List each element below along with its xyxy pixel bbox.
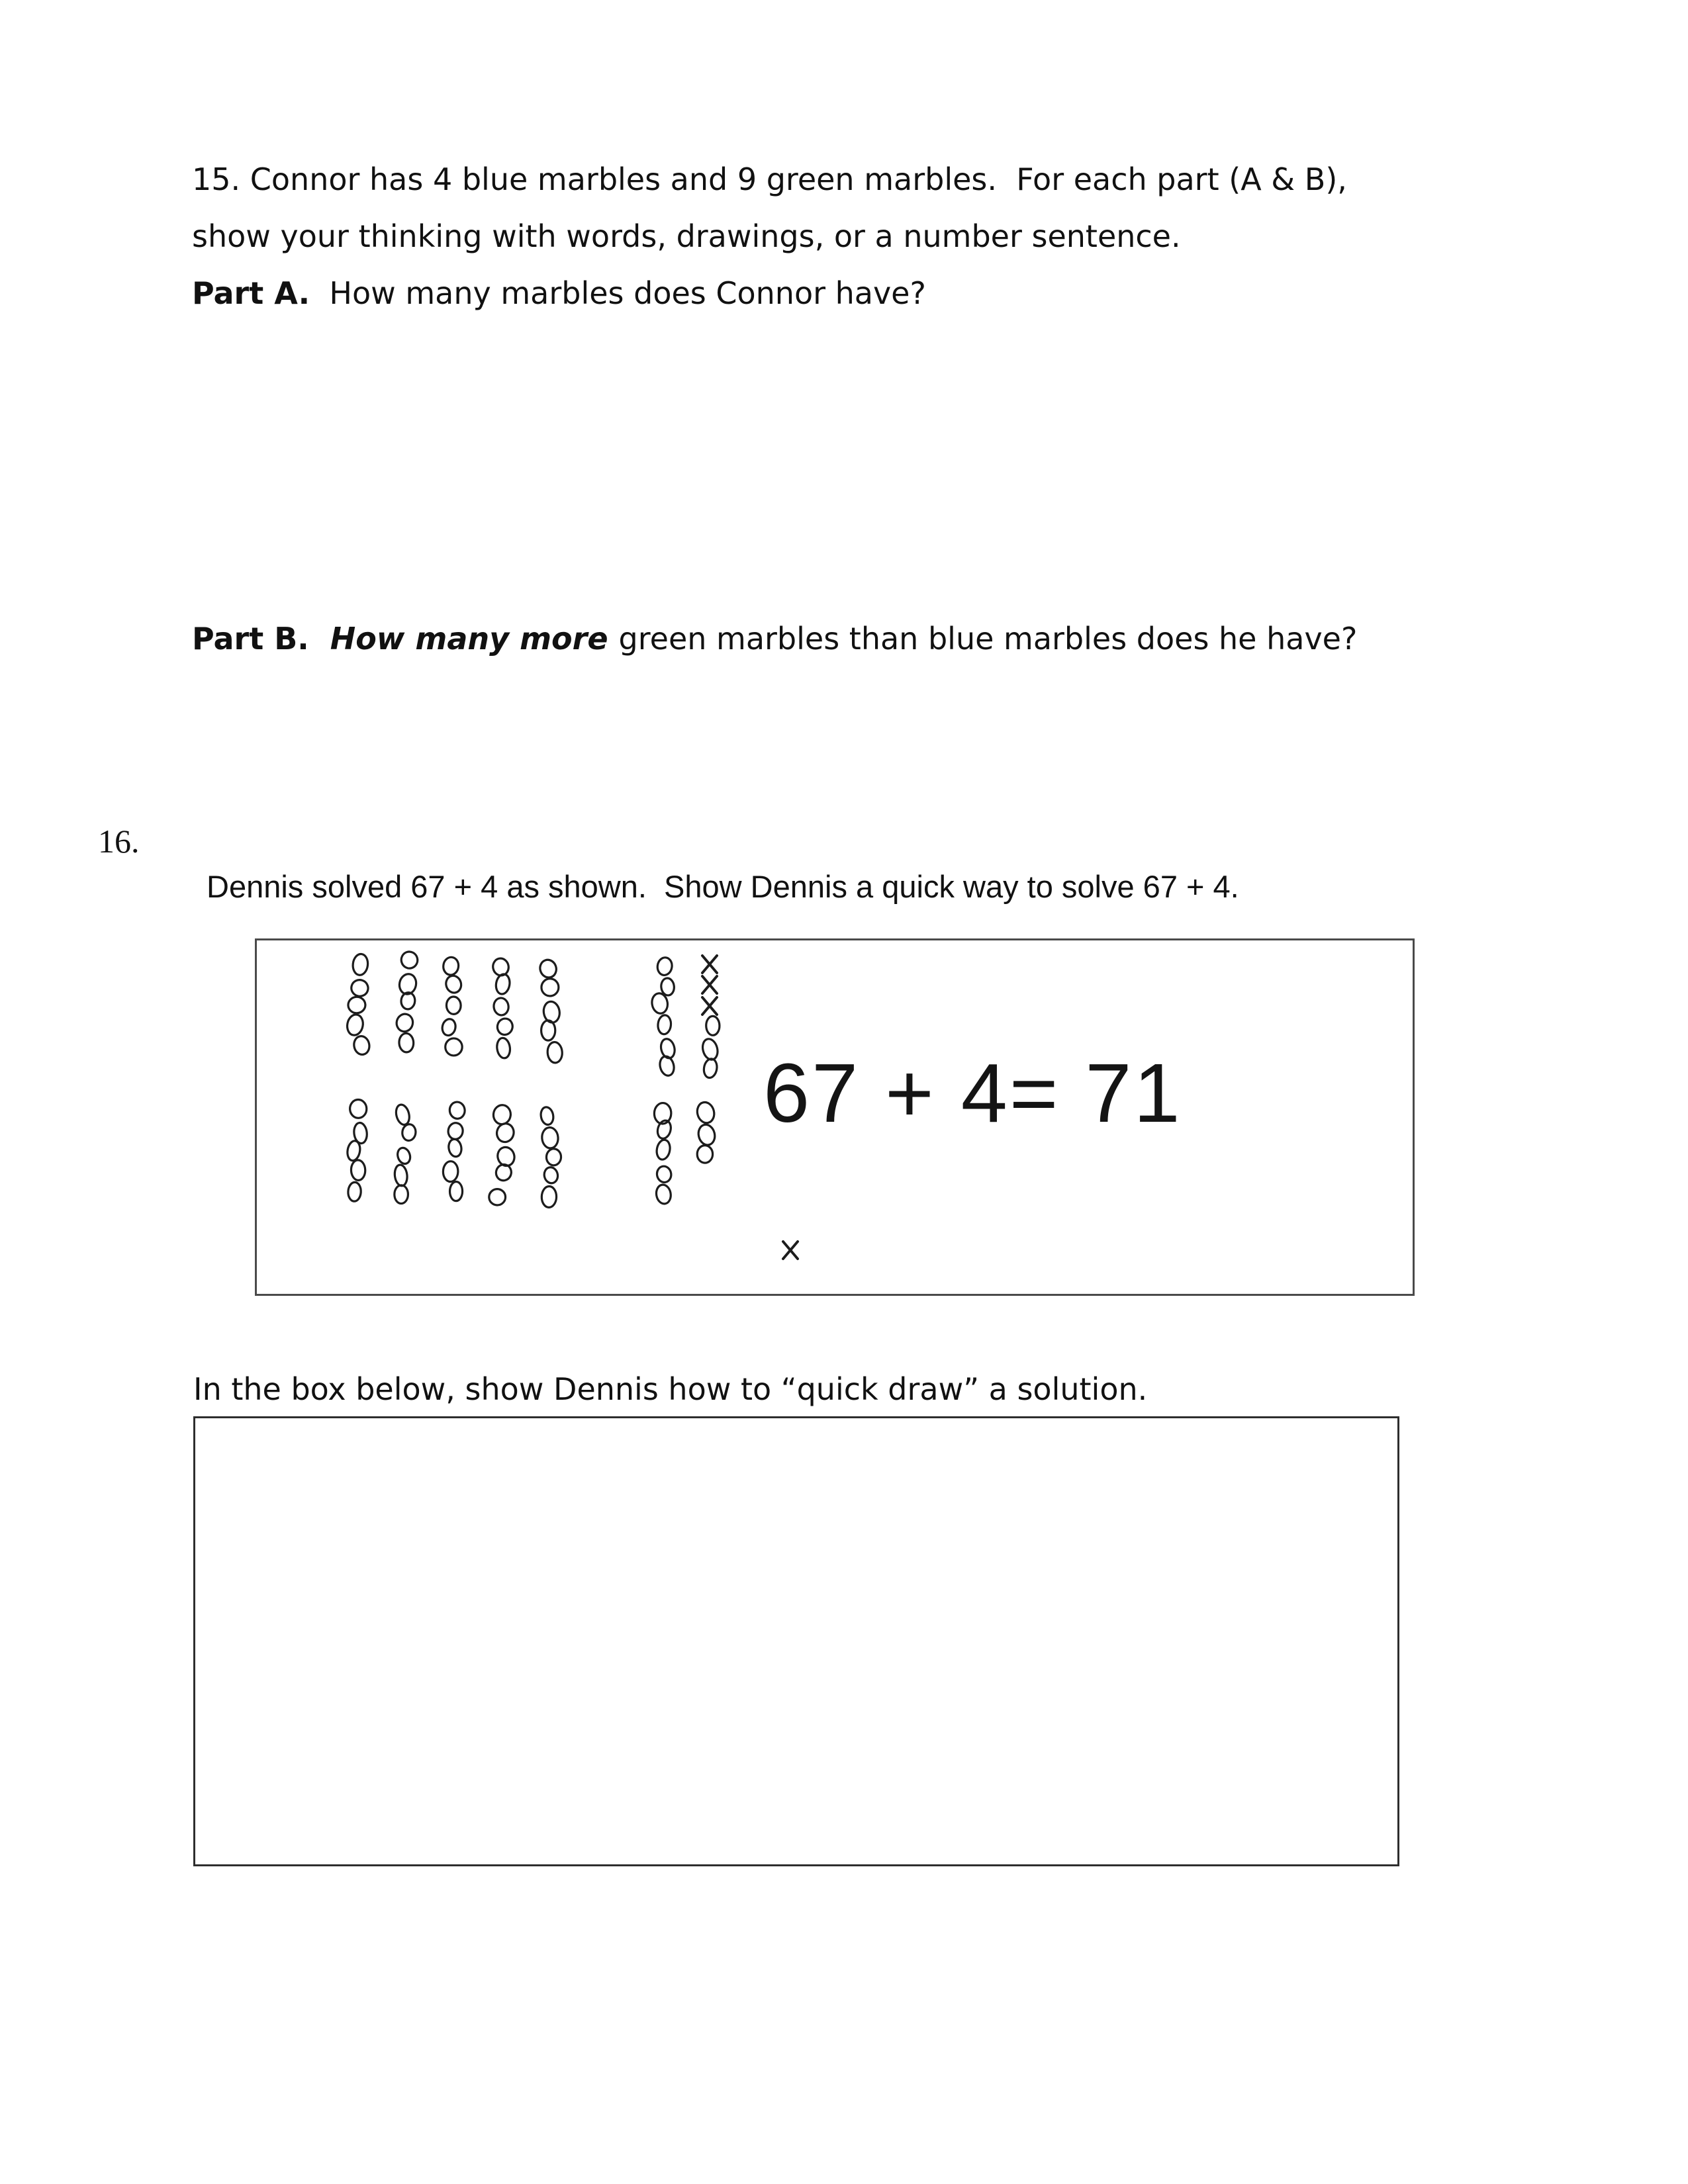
question-16-number: 16.: [98, 823, 140, 860]
dennis-drawing-box: [255, 938, 1415, 1296]
equation-text: 67 + 4= 71: [763, 1046, 1182, 1140]
answer-box: [193, 1416, 1399, 1866]
question-15-line2: show your thinking with words, drawings, or a number sentence.: [192, 218, 1181, 254]
part-a-label: Part A.: [192, 275, 310, 311]
part-b-emphasis: How many more: [308, 621, 619, 657]
question-15-part-b: [192, 621, 1357, 657]
question-15: [192, 151, 1615, 322]
part-a-question: How many marbles does Connor have?: [310, 275, 926, 311]
question-15-line1: 15. Connor has 4 blue marbles and 9 green marbles. For each part (A & B),: [192, 161, 1347, 197]
question-16-prompt: Dennis solved 67 + 4 as shown. Show Dennis a quick way to solve 67 + 4.: [207, 869, 1239, 904]
part-b-question: green marbles than blue marbles does he have?: [618, 621, 1358, 657]
part-a-work-area: [192, 311, 1417, 596]
part-b-work-area: [192, 682, 1417, 814]
quick-draw-instruction: In the box below, show Dennis how to “quick draw” a solution.: [193, 1371, 1148, 1407]
part-b-label: Part B.: [192, 621, 309, 657]
